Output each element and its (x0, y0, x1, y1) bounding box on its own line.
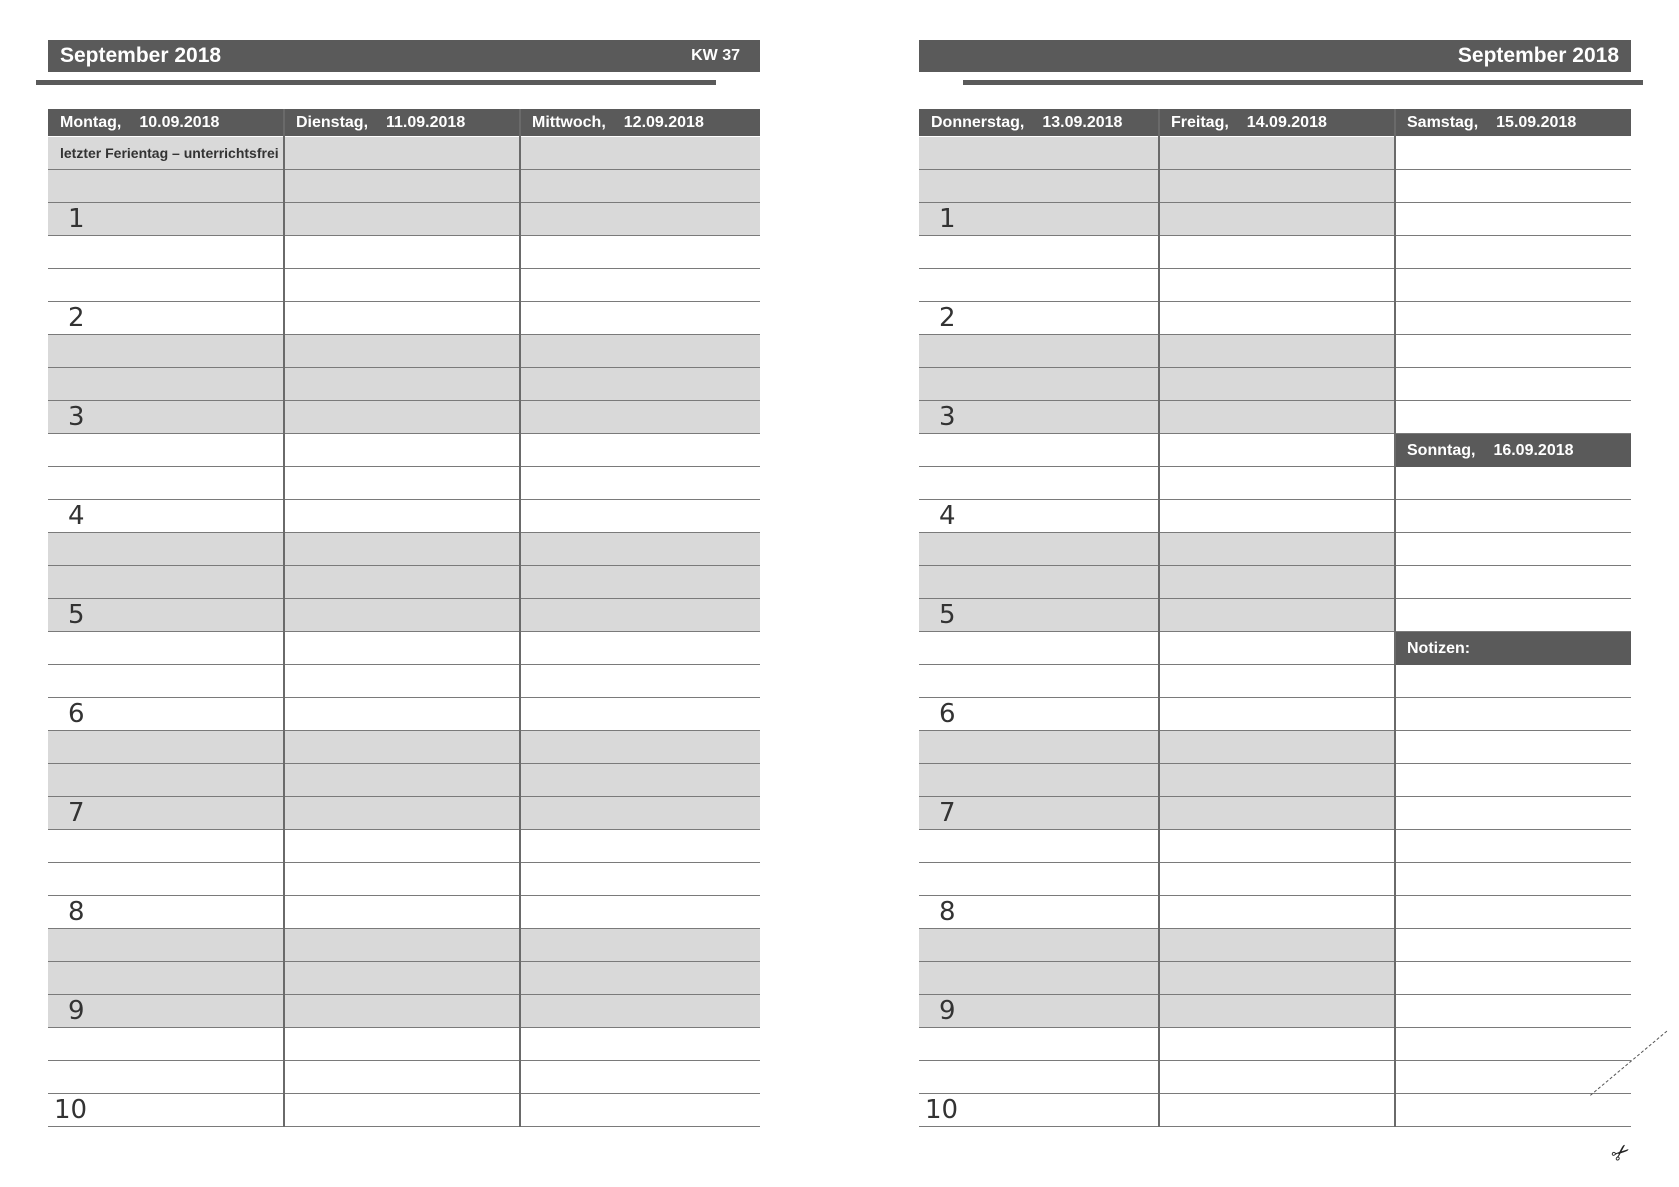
notes-row[interactable] (1395, 764, 1631, 797)
sunday-header (1395, 434, 1631, 467)
right-col1-row[interactable] (1159, 467, 1395, 500)
right-col1-row[interactable] (1159, 368, 1395, 401)
left-col1-row[interactable] (284, 434, 520, 467)
left-col2-row[interactable] (520, 203, 760, 236)
hour-label: 5 (68, 600, 85, 630)
right-col0-row[interactable] (919, 665, 1159, 698)
left-col2-row[interactable] (520, 1094, 760, 1127)
notes-row[interactable] (1395, 1028, 1631, 1061)
hour-label: 4 (939, 501, 956, 531)
left-col0-row[interactable] (48, 632, 284, 665)
left-col1-row[interactable] (284, 335, 520, 368)
notes-row[interactable] (1395, 665, 1631, 698)
left-col1-row[interactable] (284, 731, 520, 764)
left-col1-row[interactable] (284, 269, 520, 302)
right-col0-row[interactable] (919, 632, 1159, 665)
left-col1-row[interactable] (284, 1028, 520, 1061)
left-col0-row[interactable] (48, 731, 284, 764)
right-col1-row[interactable] (1159, 566, 1395, 599)
left-col1-row[interactable] (284, 599, 520, 632)
left-col1-row[interactable] (284, 368, 520, 401)
left-col1-row[interactable] (284, 1061, 520, 1094)
left-col2-row[interactable] (520, 170, 760, 203)
hour-label: 10 (925, 1095, 959, 1125)
saturday-row[interactable] (1395, 203, 1631, 236)
right-col0-row[interactable] (919, 764, 1159, 797)
hour-label: 2 (939, 303, 956, 333)
left-col0-row[interactable] (48, 863, 284, 896)
sunday-row[interactable] (1395, 566, 1631, 599)
scissors-icon: ✂ (1605, 1137, 1636, 1169)
left-col2-row[interactable] (520, 137, 760, 170)
left-col1-row[interactable] (284, 929, 520, 962)
right-col0-row[interactable] (919, 368, 1159, 401)
left-col2-row[interactable] (520, 1028, 760, 1061)
right-col1-row[interactable] (1159, 962, 1395, 995)
right-col1-row[interactable] (1159, 137, 1395, 170)
hour-label: 10 (54, 1095, 88, 1125)
left-col1-row[interactable] (284, 1094, 520, 1127)
column-divider (1158, 109, 1160, 1127)
left-col2-row[interactable] (520, 929, 760, 962)
column-divider (283, 109, 285, 1127)
right-col1-row[interactable] (1159, 830, 1395, 863)
sunday-row[interactable] (1395, 500, 1631, 533)
notes-row[interactable] (1395, 731, 1631, 764)
hour-label: 4 (68, 501, 85, 531)
hour-label: 7 (68, 798, 85, 828)
day-header-2 (520, 109, 760, 136)
right-col1-row[interactable] (1159, 500, 1395, 533)
right-col1-row[interactable] (1159, 335, 1395, 368)
right-col1-row[interactable] (1159, 401, 1395, 434)
saturday-row[interactable] (1395, 368, 1631, 401)
notes-row[interactable] (1395, 698, 1631, 731)
left-col1-row[interactable] (284, 170, 520, 203)
right-col1-row[interactable] (1159, 863, 1395, 896)
right-col0-row[interactable] (919, 566, 1159, 599)
right-col0-row[interactable] (919, 962, 1159, 995)
day-header-2-weekday: Mittwoch, (532, 114, 606, 131)
left-col2-row[interactable] (520, 632, 760, 665)
hour-label: 3 (939, 402, 956, 432)
left-col0-row[interactable] (48, 962, 284, 995)
left-col2-row[interactable] (520, 599, 760, 632)
left-col1-row[interactable] (284, 203, 520, 236)
left-col0-row[interactable] (48, 269, 284, 302)
left-col1-row[interactable] (284, 632, 520, 665)
sunday-row[interactable] (1395, 533, 1631, 566)
right-col1-row[interactable] (1159, 698, 1395, 731)
right-day-header-0-date: 13.09.2018 (1042, 114, 1123, 131)
day-header-0 (48, 109, 284, 136)
right-col0-row[interactable] (919, 335, 1159, 368)
sunday-weekday: Sonntag, (1407, 442, 1476, 459)
right-col0-row[interactable] (919, 170, 1159, 203)
saturday-header-date: 15.09.2018 (1496, 114, 1577, 131)
notes-row[interactable] (1395, 995, 1631, 1028)
notes-row[interactable] (1395, 797, 1631, 830)
notes-row[interactable] (1395, 830, 1631, 863)
left-col1-row[interactable] (284, 830, 520, 863)
left-col2-row[interactable] (520, 962, 760, 995)
right-col0-row[interactable] (919, 1028, 1159, 1061)
left-col1-row[interactable] (284, 137, 520, 170)
left-col1-row[interactable] (284, 533, 520, 566)
hour-label: 5 (939, 600, 956, 630)
left-col0-row[interactable] (48, 170, 284, 203)
left-col0-row[interactable] (48, 1061, 284, 1094)
column-divider (1394, 109, 1396, 1127)
sunday-row[interactable] (1395, 599, 1631, 632)
hour-label: 3 (68, 402, 85, 432)
hour-label: 9 (68, 996, 85, 1026)
hour-label: 8 (68, 897, 85, 927)
left-col0-row[interactable] (48, 566, 284, 599)
notes-row[interactable] (1395, 1094, 1631, 1127)
day-header-0-date: 10.09.2018 (139, 114, 220, 131)
saturday-row[interactable] (1395, 236, 1631, 269)
left-col2-row[interactable] (520, 830, 760, 863)
left-col1-row[interactable] (284, 665, 520, 698)
saturday-row[interactable] (1395, 137, 1631, 170)
left-col0-row[interactable] (48, 236, 284, 269)
notes-row[interactable] (1395, 896, 1631, 929)
left-month-title: September 2018 (60, 44, 222, 67)
right-day-header-0-weekday: Donnerstag, (931, 114, 1025, 131)
right-col0-row[interactable] (919, 434, 1159, 467)
left-col1-row[interactable] (284, 500, 520, 533)
left-col1-row[interactable] (284, 764, 520, 797)
left-col1-row[interactable] (284, 698, 520, 731)
right-col1-row[interactable] (1159, 170, 1395, 203)
saturday-row[interactable] (1395, 302, 1631, 335)
right-col1-row[interactable] (1159, 797, 1395, 830)
right-day-header-0 (919, 109, 1159, 136)
right-col1-row[interactable] (1159, 1094, 1395, 1127)
right-col1-row[interactable] (1159, 434, 1395, 467)
left-col0-row[interactable] (48, 368, 284, 401)
left-col2-row[interactable] (520, 434, 760, 467)
right-col0-row[interactable] (919, 731, 1159, 764)
left-col0-row[interactable] (48, 434, 284, 467)
left-col2-row[interactable] (520, 500, 760, 533)
right-col0-row[interactable] (919, 830, 1159, 863)
hour-label: 1 (939, 204, 956, 234)
left-col2-row[interactable] (520, 236, 760, 269)
sunday-date: 16.09.2018 (1493, 442, 1574, 459)
hour-label: 1 (68, 204, 85, 234)
hour-label: 2 (68, 303, 85, 333)
right-day-header-1-weekday: Freitag, (1171, 114, 1229, 131)
notes-row[interactable] (1395, 929, 1631, 962)
left-col2-row[interactable] (520, 896, 760, 929)
left-col1-row[interactable] (284, 467, 520, 500)
saturday-row[interactable] (1395, 401, 1631, 434)
left-col2-row[interactable] (520, 401, 760, 434)
right-day-header-1 (1159, 109, 1395, 136)
right-col1-row[interactable] (1159, 1028, 1395, 1061)
left-col2-row[interactable] (520, 863, 760, 896)
left-col1-row[interactable] (284, 995, 520, 1028)
left-col2-row[interactable] (520, 368, 760, 401)
left-col2-row[interactable] (520, 797, 760, 830)
hour-label: 6 (939, 699, 956, 729)
right-header-rule (963, 80, 1643, 85)
left-col2-row[interactable] (520, 269, 760, 302)
notes-row[interactable] (1395, 962, 1631, 995)
right-col1-row[interactable] (1159, 269, 1395, 302)
hour-label: 8 (939, 897, 956, 927)
left-col0-row[interactable] (48, 665, 284, 698)
left-col1-row[interactable] (284, 302, 520, 335)
right-col1-row[interactable] (1159, 302, 1395, 335)
left-col0-row[interactable] (48, 830, 284, 863)
day-header-2-date: 12.09.2018 (623, 114, 704, 131)
left-col2-row[interactable] (520, 995, 760, 1028)
left-col0-row[interactable] (48, 929, 284, 962)
left-col2-row[interactable] (520, 731, 760, 764)
left-col2-row[interactable] (520, 698, 760, 731)
left-col2-row[interactable] (520, 467, 760, 500)
week-number-label: KW 37 (691, 47, 740, 64)
hour-label: 9 (939, 996, 956, 1026)
left-col2-row[interactable] (520, 665, 760, 698)
left-col0-row[interactable] (48, 335, 284, 368)
left-col2-row[interactable] (520, 302, 760, 335)
hour-label: 7 (939, 798, 956, 828)
left-col1-row[interactable] (284, 566, 520, 599)
right-col1-row[interactable] (1159, 995, 1395, 1028)
left-col2-row[interactable] (520, 1061, 760, 1094)
left-col2-row[interactable] (520, 335, 760, 368)
right-col1-row[interactable] (1159, 1061, 1395, 1094)
right-col1-row[interactable] (1159, 533, 1395, 566)
saturday-row[interactable] (1395, 335, 1631, 368)
right-col0-row[interactable] (919, 467, 1159, 500)
left-col2-row[interactable] (520, 533, 760, 566)
left-col0-row[interactable] (48, 467, 284, 500)
left-header-rule (36, 80, 716, 85)
hour-label: 6 (68, 699, 85, 729)
right-col0-row[interactable] (919, 137, 1159, 170)
right-col0-row[interactable] (919, 269, 1159, 302)
day-header-1 (284, 109, 520, 136)
right-col1-row[interactable] (1159, 731, 1395, 764)
day-note: letzter Ferientag – unterrichtsfrei (60, 145, 279, 161)
left-col0-row[interactable] (48, 533, 284, 566)
saturday-header-weekday: Samstag, (1407, 114, 1479, 131)
sunday-row[interactable] (1395, 467, 1631, 500)
saturday-row[interactable] (1395, 269, 1631, 302)
right-month-header (919, 40, 1631, 72)
left-month-header (48, 40, 760, 72)
right-col1-row[interactable] (1159, 764, 1395, 797)
right-col1-row[interactable] (1159, 632, 1395, 665)
right-col1-row[interactable] (1159, 929, 1395, 962)
right-col0-row[interactable] (919, 863, 1159, 896)
left-col1-row[interactable] (284, 896, 520, 929)
day-header-0-weekday: Montag, (60, 114, 122, 131)
right-col0-row[interactable] (919, 929, 1159, 962)
left-col1-row[interactable] (284, 236, 520, 269)
right-col1-row[interactable] (1159, 599, 1395, 632)
right-col1-row[interactable] (1159, 203, 1395, 236)
left-col0-row[interactable] (48, 1028, 284, 1061)
notes-row[interactable] (1395, 863, 1631, 896)
left-col1-row[interactable] (284, 962, 520, 995)
right-col0-row[interactable] (919, 236, 1159, 269)
left-col1-row[interactable] (284, 401, 520, 434)
saturday-row[interactable] (1395, 170, 1631, 203)
right-month-title: September 2018 (1457, 44, 1619, 67)
right-day-header-1-date: 14.09.2018 (1246, 114, 1327, 131)
saturday-header (1395, 109, 1631, 136)
right-col1-row[interactable] (1159, 896, 1395, 929)
left-col1-row[interactable] (284, 797, 520, 830)
left-col1-row[interactable] (284, 863, 520, 896)
left-col2-row[interactable] (520, 566, 760, 599)
day-header-1-weekday: Dienstag, (296, 114, 369, 131)
day-header-1-date: 11.09.2018 (386, 114, 466, 131)
right-col0-row[interactable] (919, 533, 1159, 566)
column-divider (519, 109, 521, 1127)
right-col1-row[interactable] (1159, 665, 1395, 698)
right-col1-row[interactable] (1159, 236, 1395, 269)
notes-header (1395, 632, 1631, 665)
notes-label: Notizen: (1407, 640, 1471, 657)
left-col0-row[interactable] (48, 764, 284, 797)
right-col0-row[interactable] (919, 1061, 1159, 1094)
left-col2-row[interactable] (520, 764, 760, 797)
